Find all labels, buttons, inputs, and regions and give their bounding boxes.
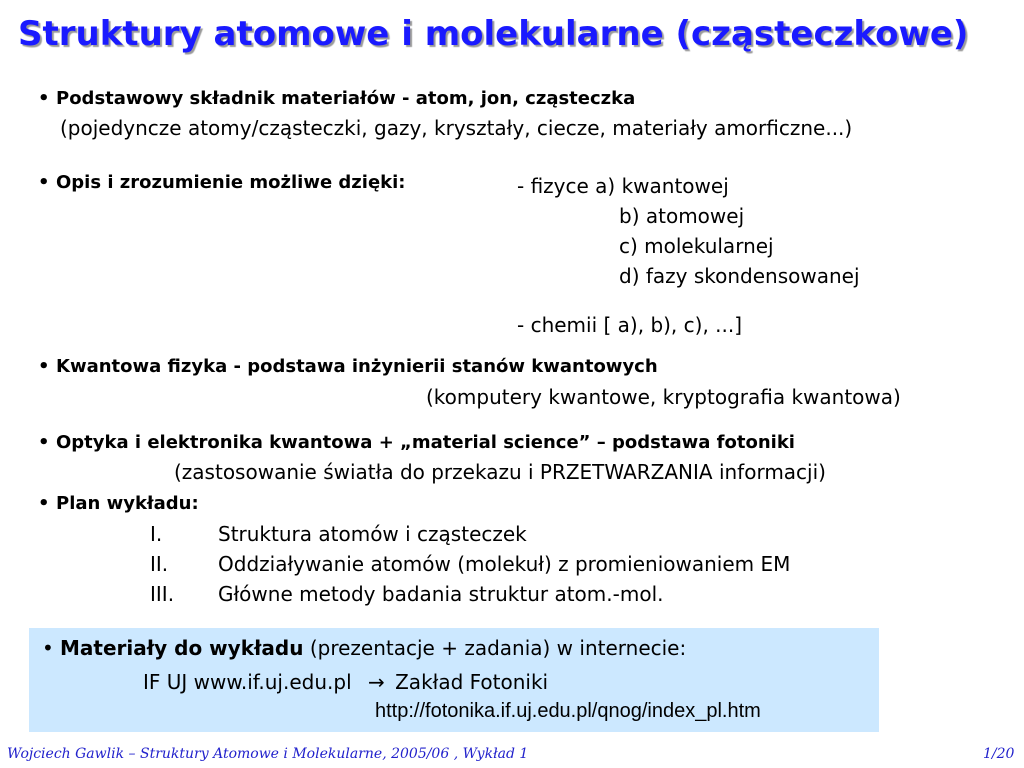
plan-item-number: II. <box>150 552 169 576</box>
section-quantum-physics <box>38 354 658 380</box>
materials-heading: Materiały do wykładu <box>60 636 304 660</box>
bullet: • <box>38 432 50 453</box>
section-lecture-plan <box>38 491 199 517</box>
materials-line <box>42 634 686 662</box>
if-uj-link[interactable]: IF UJ www.if.uj.edu.pl <box>143 670 352 694</box>
plan-item-text: Oddziaływanie atomów (molekuł) z promieniowaniem EM <box>218 552 791 576</box>
plan-item-text: Struktura atomów i cząsteczek <box>218 522 527 546</box>
section-description <box>38 170 406 196</box>
physics-item: c) molekularnej <box>619 234 774 258</box>
bullet: • <box>42 636 54 660</box>
page-number: 1/20 <box>983 746 1015 762</box>
bullet: • <box>38 88 50 109</box>
section-detail: (zastosowanie światła do przekazu i PRZETWARZANIA informacji) <box>174 460 826 484</box>
plan-item-text: Główne metody badania struktur atom.-mol. <box>218 582 664 606</box>
section-detail: (pojedyncze atomy/cząsteczki, gazy, kryształy, ciecze, materiały amorficzne...) <box>60 116 853 140</box>
section-detail: (komputery kwantowe, kryptografia kwantowa) <box>426 385 901 409</box>
plan-item-number: I. <box>150 522 163 546</box>
materials-link-line <box>143 668 548 696</box>
section-quantum-optics <box>38 430 795 456</box>
physics-item: d) fazy skondensowanej <box>619 264 860 288</box>
section-heading: Optyka i elektronika kwantowa + „material science” – podstawa fotoniki <box>56 432 795 453</box>
section-basic-component <box>38 86 635 112</box>
chemistry-line: - chemii [ a), b), c), ...] <box>517 313 743 337</box>
materials-url-link[interactable]: http://fotonika.if.uj.edu.pl/qnog/index_pl.htm <box>375 700 761 722</box>
section-heading: Opis i zrozumienie możliwe dzięki: <box>56 172 406 193</box>
department-name: Zakład Fotoniki <box>395 670 549 694</box>
section-heading: Podstawowy składnik materiałów - atom, jon, cząsteczka <box>56 88 636 109</box>
page-title: Struktury atomowe i molekularne (cząsteczkowe) <box>18 14 969 54</box>
bullet: • <box>38 493 50 514</box>
arrow-right-icon: → <box>367 670 385 694</box>
footer-credits: Wojciech Gawlik – Struktury Atomowe i Molekularne, 2005/06 , Wykład 1 <box>7 746 529 762</box>
physics-item: b) atomowej <box>619 204 745 228</box>
physics-line: - fizyce a) kwantowej <box>517 174 729 198</box>
plan-item-number: III. <box>150 582 175 606</box>
bullet: • <box>38 172 50 193</box>
section-heading: Kwantowa fizyka - podstawa inżynierii stanów kwantowych <box>56 356 658 377</box>
materials-detail: (prezentacje + zadania) w internecie: <box>309 636 687 660</box>
section-heading: Plan wykładu: <box>56 493 199 514</box>
bullet: • <box>38 356 50 377</box>
